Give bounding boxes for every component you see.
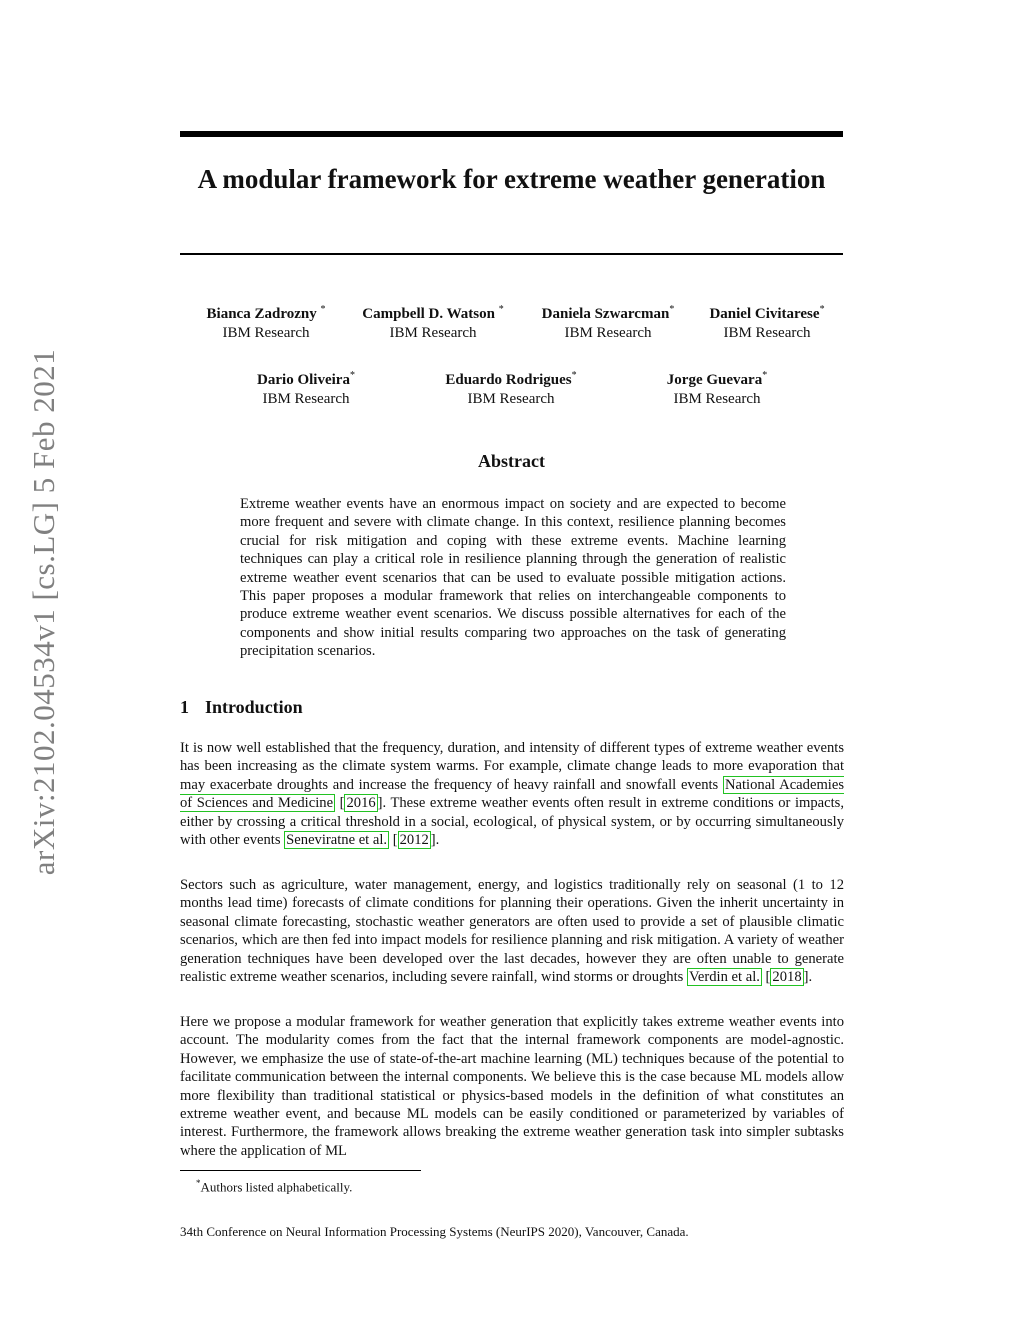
arxiv-identifier-text: arXiv:2102.04534v1 [cs.LG] 5 Feb 2021 bbox=[26, 348, 61, 876]
citation-link[interactable]: Verdin et al. bbox=[688, 969, 760, 986]
section-heading bbox=[180, 697, 303, 718]
author-name: Daniela Szwarcman* bbox=[541, 304, 675, 322]
author-name: Bianca Zadrozny * bbox=[206, 304, 326, 322]
author-affiliation: IBM Research bbox=[673, 391, 761, 407]
author-affiliation: IBM Research bbox=[723, 325, 811, 341]
author-affiliation: IBM Research bbox=[389, 325, 477, 341]
title-bottom-rule bbox=[180, 253, 843, 255]
citation-link[interactable]: Seneviratne et al. bbox=[286, 832, 388, 849]
author-block bbox=[348, 300, 518, 343]
section-number: 1 bbox=[180, 697, 189, 717]
author-name: Dario Oliveira* bbox=[257, 370, 355, 388]
citation-link[interactable]: 2018 bbox=[772, 969, 802, 986]
author-block bbox=[192, 300, 340, 343]
author-affiliation: IBM Research bbox=[564, 325, 652, 341]
intro-paragraph-2: Sectors such as agriculture, water management, energy, and logistics traditionally rely on seasonal (1 to 12 months lead time) forecasts of climate conditions for planning their operations. Given the inherit uncertainty in seasonal climate forecasting, stochastic weather generators are often used to provide a set of plausible climatic scenarios, which are then fed into impact models for resilience planning and risk mitigation. A variety of weather generation techniques have been developed over the last decades, however they are often unable to generate realistic extreme weather scenarios, including severe rainfall, wind storms or droughts Verdin et al. [ 2018 ]. bbox=[180, 877, 844, 986]
intro-paragraph-1: It is now well established that the frequency, duration, and intensity of different types of extreme weather events has been increasing as the climate system warms. For example, climate change leads to more evaporation that may exacerbate droughts and increase the frequency of heavy rainfall and snowfall events National Academies of Sciences and Medicine [ 2016 ]. These extreme weather events often result in extreme conditions or impacts, either by crossing a critical threshold in a social, ecological, of physical system, or by occurring simultaneously with other events Seneviratne et al. [ 2012 ]. bbox=[180, 740, 845, 849]
abstract-heading: Abstract bbox=[478, 451, 545, 471]
author-affiliation: IBM Research bbox=[222, 325, 310, 341]
intro-paragraph-3: Here we propose a modular framework for weather generation that explicitly takes extreme weather events into account. The modularity comes from the fact that the internal framework components are model-agnostic. However, we emphasize the use of state-of-the-art machine learning (ML) techniques because of the potential to facilitate communication between the internal components. We believe this is the case because ML models allow more flexibility than traditional statistical or physics-based models in the definition of what constitutes an extreme weather event, and because ML models can be easily conditioned or parameterized by variables of interest. Furthermore, the framework allows breaking the extreme weather generation task into simpler subtasks where the application of ML bbox=[180, 1014, 844, 1159]
author-block bbox=[528, 300, 688, 343]
title-top-rule bbox=[180, 131, 843, 137]
author-name: Campbell D. Watson * bbox=[362, 304, 504, 322]
author-name: Jorge Guevara* bbox=[666, 370, 768, 388]
author-block bbox=[696, 300, 838, 343]
citation-link[interactable]: 2012 bbox=[399, 832, 429, 849]
author-name: Daniel Civitarese* bbox=[709, 304, 825, 322]
paper-title: A modular framework for extreme weather generation bbox=[197, 164, 826, 194]
author-affiliation: IBM Research bbox=[467, 391, 555, 407]
author-name: Eduardo Rodrigues* bbox=[445, 370, 577, 388]
section-title: Introduction bbox=[205, 697, 303, 717]
author-block bbox=[430, 366, 592, 409]
footnote-rule bbox=[180, 1170, 421, 1171]
author-block bbox=[654, 366, 780, 409]
abstract-text: Extreme weather events have an enormous impact on society and are expected to become more frequent and severe with climate change. In this context, resilience planning becomes crucial for risk mitigation and coping with these extreme events. Machine learning techniques can play a critical role in resilience planning through the generation of realistic extreme weather event scenarios that can be used to evaluate possible mitigation actions. This paper proposes a modular framework that relies on interchangeable components to produce extreme weather event scenarios. We discuss possible alternatives for each of the components and show initial results comparing two approaches on the task of generating precipitation scenarios. bbox=[240, 496, 786, 660]
conference-footer: 34th Conference on Neural Information Processing Systems (NeurIPS 2020), Vancouver, Canada. bbox=[180, 1224, 689, 1239]
citation-link[interactable]: 2016 bbox=[346, 795, 376, 812]
author-affiliation: IBM Research bbox=[262, 391, 350, 407]
citation-link[interactable]: National Academies of Sciences and Medicine bbox=[180, 776, 845, 812]
author-block bbox=[240, 366, 372, 409]
footnote: *Authors listed alphabetically. bbox=[196, 1178, 353, 1195]
